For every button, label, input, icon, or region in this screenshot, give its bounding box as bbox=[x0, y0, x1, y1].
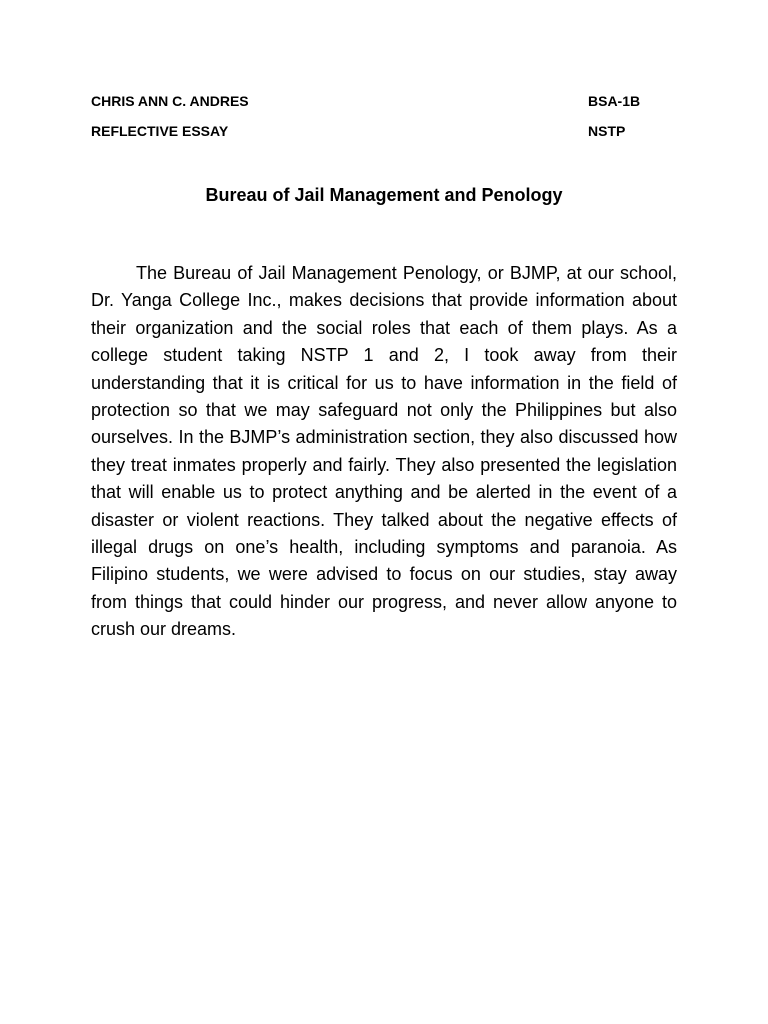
header-row-2 bbox=[91, 123, 651, 143]
document-type: REFLECTIVE ESSAY bbox=[91, 123, 229, 139]
author-name: CHRIS ANN C. ANDRES bbox=[91, 93, 249, 109]
subject-code: NSTP bbox=[588, 123, 626, 139]
section-code: BSA-1B bbox=[588, 93, 641, 109]
essay-paragraph: The Bureau of Jail Management Penology, or BJMP, at our school, Dr. Yanga College Inc., makes decisions that provide information about their organization and the social roles that each of them plays. As a college student taking NSTP 1 and 2, I took away from their understanding that it is critical for us to have information in the field of protection so that we may safeguard not only the Philippines but also ourselves. In the BJMP’s administration section, they also discussed how they treat inmates properly and fairly. They also presented the legislation that will enable us to protect anything and be alerted in the event of a disaster or violent reactions. They talked about the negative effects of illegal drugs on one’s health, including symptoms and paranoia. As Filipino students, we were advised to focus on our studies, stay away from things that could hinder our progress, and never allow anyone to crush our dreams. bbox=[91, 263, 677, 640]
essay-title: Bureau of Jail Management and Penology bbox=[205, 185, 563, 205]
header-row-1 bbox=[91, 93, 651, 113]
